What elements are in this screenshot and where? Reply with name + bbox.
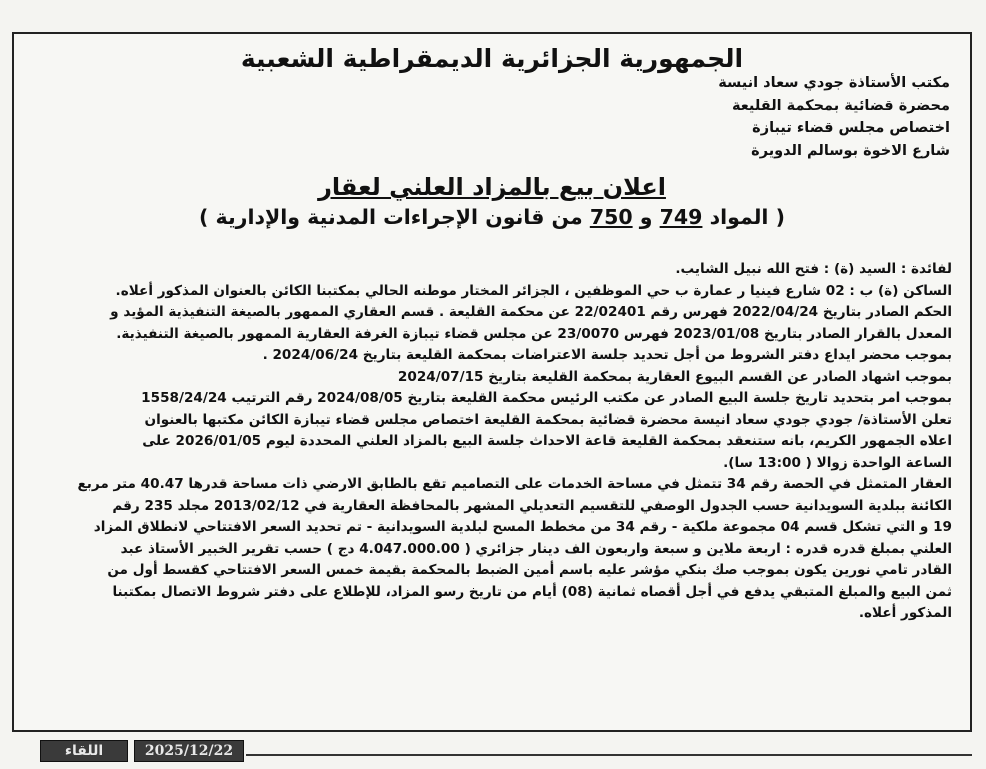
heading-title: اعلان بيع بالمزاد العلني لعقار	[318, 173, 666, 201]
subtitle-and: و	[632, 205, 660, 229]
body-line: 19 و التي تشكل قسم 04 مجموعة ملكية - رقم 34 من مخطط المسح لبلدية السويدانية - تم تحديد السعر الافتتاحي لانطلاق المزاد	[93, 519, 952, 535]
body-line: الكائنة ببلدية السويدانية حسب الجدول الوصفي للتقسيم التعديلي المشهر بالمحافظة العقارية في 2013/02/12 مجلد 235 رقم	[112, 497, 952, 514]
body-line: العلني بمبلغ قدره قدره : اربعة ملاين و سبعة واربعون الف دينار جزائري ( 4.047.000.00 دج ) حسب تقرير الخبير الأستاذ عبد	[120, 540, 952, 557]
body-line: الحكم الصادر بتاريخ 2022/04/24 فهرس رقم 22/02401 عن محكمة القليعة . قسم العقاري الممهور بالصيغة التنفيذية المؤيد و	[110, 304, 952, 320]
body-line: بموجب محضر ايداع دفتر الشروط من أجل تحديد جلسة الاعتراضات بمحكمة القليعة بتاريخ 2024/06/24 .	[262, 347, 952, 363]
publication-date: 2025/12/22	[134, 740, 244, 762]
office-line: اختصاص مجلس قضاء تيبازة	[752, 120, 950, 136]
body-line: العقار المتمثل في الحصة رقم 34 تتمثل في مساحة الخدمات على التصاميم تقع بالطابق الارضي ذات مساحة قدرها 40.47 متر مربع	[77, 476, 952, 492]
announcement-heading	[14, 172, 970, 232]
office-line: مكتب الأستاذة جودي سعاد انيسة	[718, 75, 950, 91]
subtitle-prefix: ( المواد	[702, 205, 785, 229]
body-line: بموجب امر بتحديد تاريخ جلسة البيع الصادر عن مكتب الرئيس محكمة القليعة بتاريخ 2024/08/05 رقم الترتيب 1558/24/24	[141, 390, 952, 406]
body-line: المعدل بالقرار الصادر بتاريخ 2023/01/08 فهرس 23/0070 عن مجلس قضاء تيبازة الغرفة العقارية الممهور بالصيغة التنفيذية.	[116, 325, 952, 342]
publication-footer	[40, 740, 244, 762]
body-line: اعلاه الجمهور الكريم، بانه ستنعقد بمحكمة القليعة قاعة الاحداث جلسة البيع بالمزاد العلني المحددة ليوم 2026/01/05 على	[142, 433, 952, 449]
body-line: تعلن الأستاذة/ جودي جودي سعاد انيسة محضرة قضائية بمحكمة القليعة اختصاص مجلس قضاء تيبازة الكائن مكتبها بالعنوان	[144, 411, 952, 428]
announcement-frame	[12, 32, 972, 732]
body-line: لفائدة : السيد (ة) : فتح الله نبيل الشايب.	[675, 261, 952, 277]
heading-subtitle	[14, 202, 970, 232]
subtitle-suffix: من قانون الإجراءات المدنية والإدارية )	[199, 205, 590, 229]
office-line: شارع الاخوة بوسالم الدويرة	[751, 142, 950, 159]
announcement-body	[28, 259, 952, 625]
body-line: بموجب اشهاد الصادر عن القسم البيوع العقارية بمحكمة القليعة بتاريخ 2024/07/15	[397, 368, 952, 385]
body-line: المذكور أعلاه.	[858, 605, 952, 621]
body-line: القادر تامي نورين يكون بموجب صك بنكي مؤشر عليه باسم أمين الضبط بالمحكمة بقيمة خمس السعر الافتتاحي كقسط أول من	[107, 562, 952, 578]
body-line: الساعة الواحدة زوالا ( 13:00 سا).	[723, 454, 952, 471]
office-block	[718, 72, 950, 162]
article-number: 750	[589, 205, 633, 229]
office-line: محضرة قضائية بمحكمة القليعة	[731, 97, 950, 114]
body-line: ثمن البيع والمبلغ المتبقي يدفع في أجل أقصاه ثمانية (08) أيام من تاريخ رسو المزاد، للإطلاع على دفتر شروط الاتصال بمكتبنا	[112, 583, 952, 600]
article-number: 749	[659, 205, 703, 229]
footer-rule	[246, 754, 972, 756]
source-label: اللقاء	[40, 740, 128, 762]
republic-title: الجمهورية الجزائرية الديمقراطية الشعبية	[240, 44, 744, 73]
body-line: الساكن (ة) ب : 02 شارع فينيا ر عمارة ب حي الموظفين ، الجزائر المختار موطنه الحالي بمكتبنا الكائن بالعنوان المذكور أعلاه.	[115, 282, 952, 299]
